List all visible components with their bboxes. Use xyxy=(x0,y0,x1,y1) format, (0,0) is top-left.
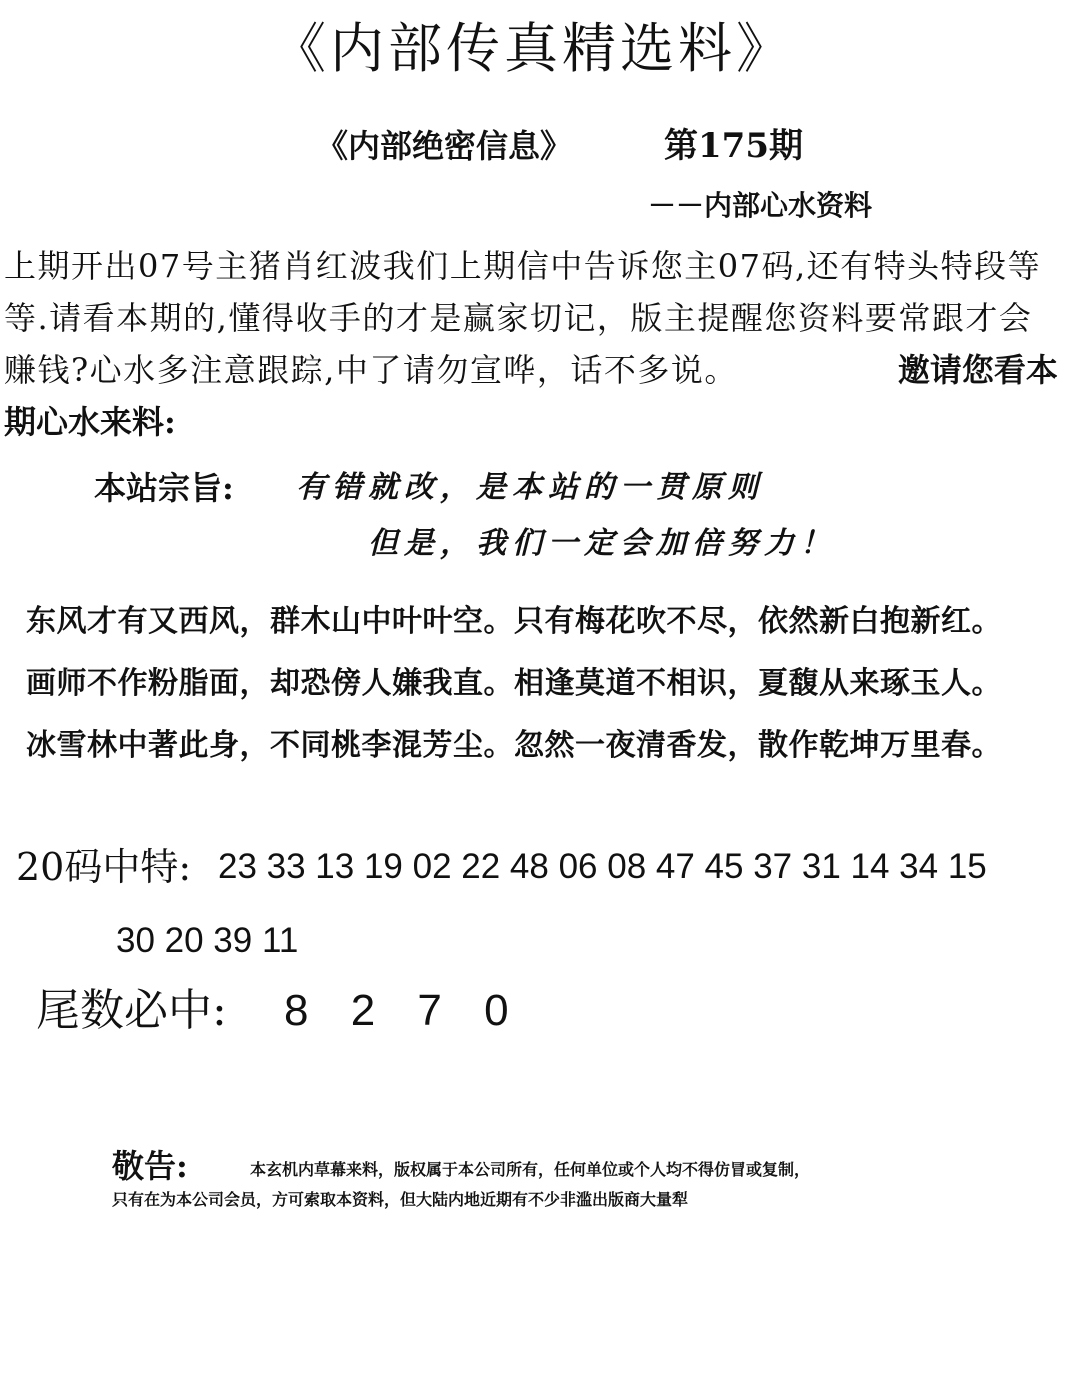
tenet-label: 本站宗旨: xyxy=(94,469,234,507)
page-title: 《内部传真精选料》 xyxy=(272,17,794,80)
tail-digits: 8 2 7 0 xyxy=(284,986,509,1035)
invite-line: 邀请您看本期心水来料: xyxy=(4,351,1058,441)
specials-label: 20码中特: xyxy=(16,845,192,889)
intro-paragraph xyxy=(4,240,1064,448)
specials-numbers-line-1: 23 33 13 19 02 22 48 06 08 47 45 37 31 14 34 15 xyxy=(218,847,987,886)
tenet-line-2: 但是，我们一定会加倍努力！ xyxy=(368,526,836,561)
subtitle: 《内部绝密信息》 xyxy=(316,127,573,165)
tenet-line-1: 有错就改，是本站的一贯原则 xyxy=(296,470,764,505)
poem-line-2: 画师不作粉脂面，却恐傍人嫌我直。相逢莫道不相识，夏馥从来琢玉人。 xyxy=(26,666,1002,701)
notice-label: 敬告: xyxy=(112,1147,188,1185)
source-line: －－内部心水资料 xyxy=(648,189,873,222)
notice-line-1: 本玄机内草幕来料，版权属于本公司所有，任何单位或个人均不得仿冒或复制， xyxy=(250,1160,811,1179)
intro-text: 上期开出07号主猪肖红波我们上期信中告诉您主07码,还有特头特段等等.请看本期的,懂得收手的才是赢家切记，版主提醒您资料要常跟才会赚钱?心水多注意跟踪,中了请勿宣哗，话不多说。 xyxy=(4,247,1042,389)
issue-number: 第175期 xyxy=(664,126,803,166)
tail-label: 尾数必中: xyxy=(36,985,227,1036)
poem-line-3: 冰雪林中著此身，不同桃李混芳尘。忽然一夜清香发，散作乾坤万里春。 xyxy=(26,728,1002,763)
poem-line-1: 东风才有又西风，群木山中叶叶空。只有梅花吹不尽，依然新白抱新红。 xyxy=(26,604,1002,639)
specials-numbers-line-2: 30 20 39 11 xyxy=(116,921,299,960)
notice-line-2: 只有在为本公司会员，方可索取本资料，但大陆内地近期有不少非滥出版商大量犁 xyxy=(112,1190,689,1209)
